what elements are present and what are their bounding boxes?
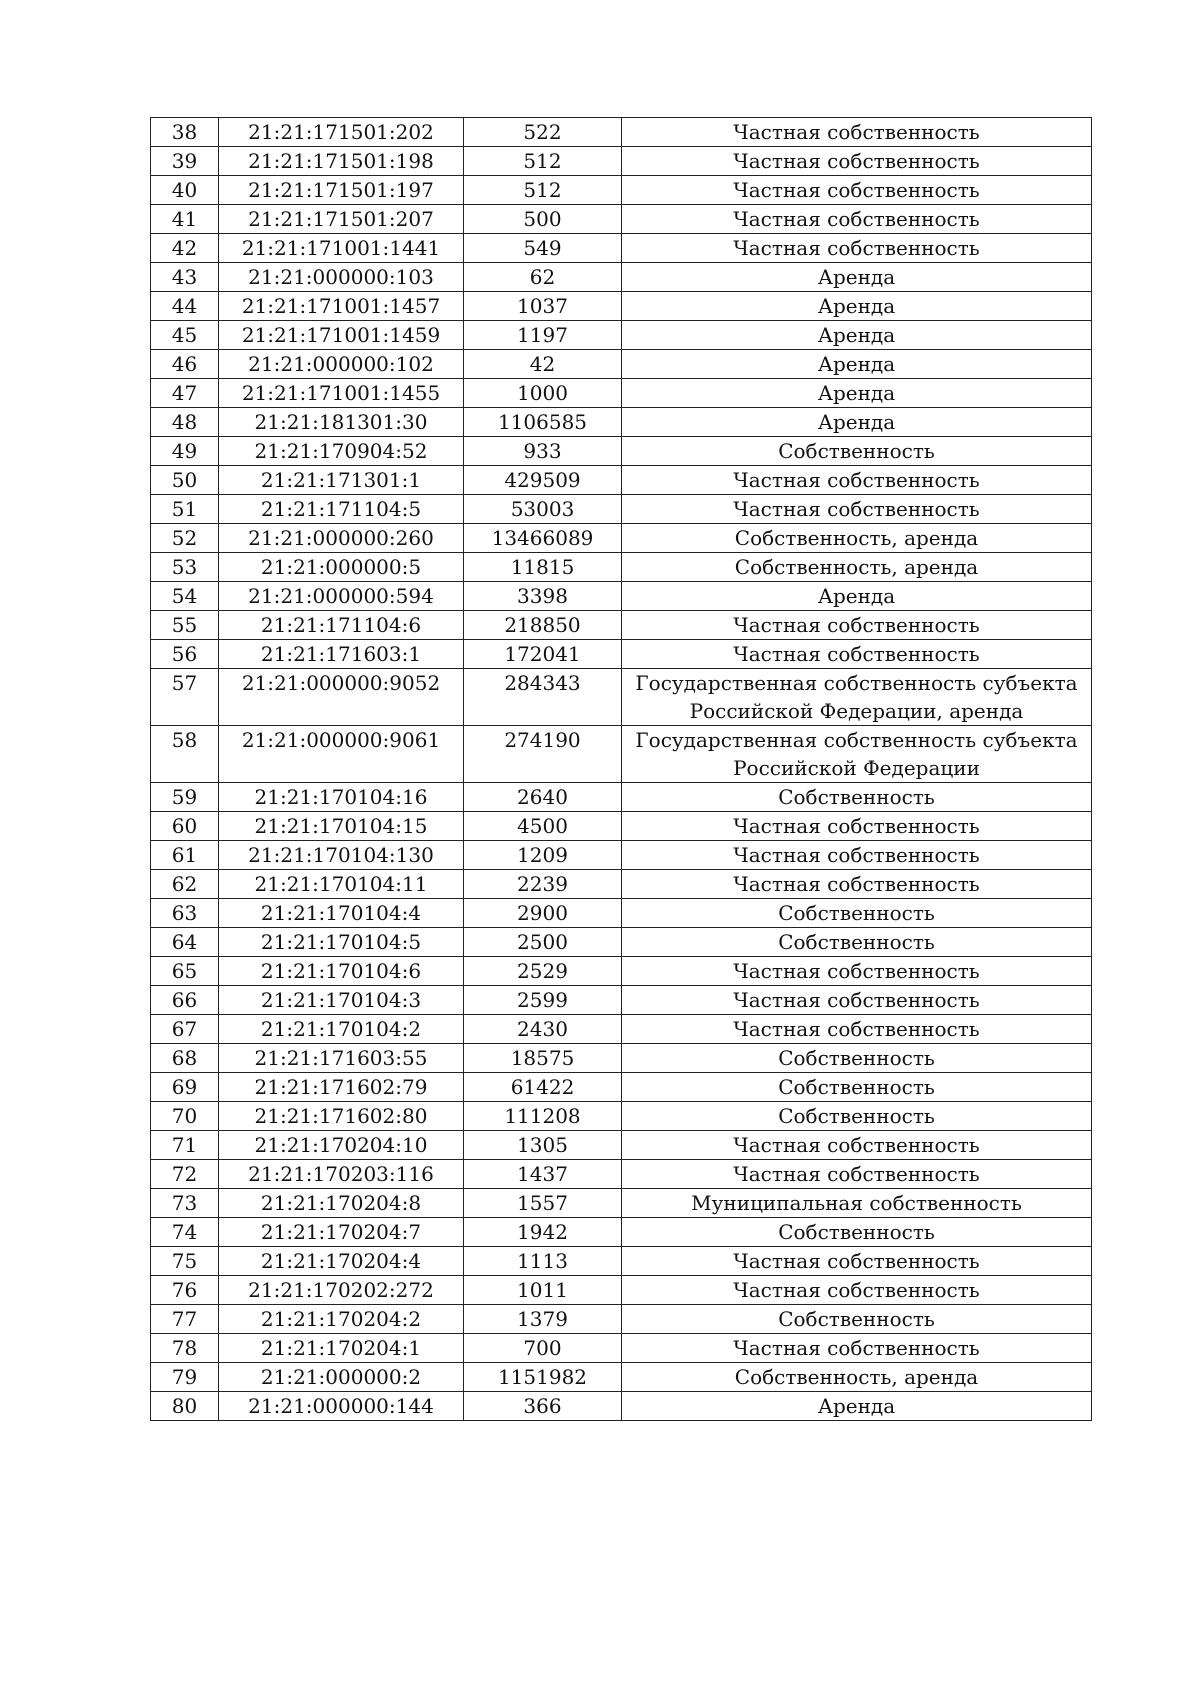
cadastral-number-cell: 21:21:171001:1455 xyxy=(219,379,464,408)
cadastral-number-cell: 21:21:170204:2 xyxy=(219,1305,464,1334)
area-cell: 61422 xyxy=(464,1073,622,1102)
cadastral-number-cell: 21:21:170202:272 xyxy=(219,1276,464,1305)
table-row xyxy=(151,147,1092,176)
cadastral-number-cell: 21:21:171501:197 xyxy=(219,176,464,205)
ownership-cell: Частная собственность xyxy=(622,495,1092,524)
cadastral-number-cell: 21:21:170904:52 xyxy=(219,437,464,466)
table-row xyxy=(151,640,1092,669)
cadastral-number-cell: 21:21:171603:1 xyxy=(219,640,464,669)
ownership-cell: Частная собственность xyxy=(622,234,1092,263)
cadastral-number-cell: 21:21:171501:207 xyxy=(219,205,464,234)
row-number-cell: 73 xyxy=(151,1189,219,1218)
row-number-cell: 58 xyxy=(151,726,219,783)
table-row xyxy=(151,928,1092,957)
area-cell: 62 xyxy=(464,263,622,292)
area-cell: 4500 xyxy=(464,812,622,841)
table-row xyxy=(151,582,1092,611)
cadastral-number-cell: 21:21:000000:9052 xyxy=(219,669,464,726)
ownership-cell: Частная собственность xyxy=(622,611,1092,640)
row-number-cell: 42 xyxy=(151,234,219,263)
table-row xyxy=(151,350,1092,379)
cadastral-number-cell: 21:21:171602:80 xyxy=(219,1102,464,1131)
table-row xyxy=(151,495,1092,524)
area-cell: 2529 xyxy=(464,957,622,986)
row-number-cell: 77 xyxy=(151,1305,219,1334)
ownership-cell: Собственность, аренда xyxy=(622,524,1092,553)
area-cell: 1209 xyxy=(464,841,622,870)
row-number-cell: 43 xyxy=(151,263,219,292)
table-row xyxy=(151,1102,1092,1131)
cadastral-number-cell: 21:21:170204:8 xyxy=(219,1189,464,1218)
table-row xyxy=(151,379,1092,408)
row-number-cell: 70 xyxy=(151,1102,219,1131)
row-number-cell: 53 xyxy=(151,553,219,582)
ownership-cell: Аренда xyxy=(622,582,1092,611)
ownership-cell: Частная собственность xyxy=(622,640,1092,669)
area-cell: 2599 xyxy=(464,986,622,1015)
cadastral-number-cell: 21:21:000000:2 xyxy=(219,1363,464,1392)
cadastral-number-cell: 21:21:171001:1459 xyxy=(219,321,464,350)
ownership-cell: Собственность xyxy=(622,1102,1092,1131)
row-number-cell: 55 xyxy=(151,611,219,640)
ownership-cell: Собственность, аренда xyxy=(622,1363,1092,1392)
ownership-cell: Аренда xyxy=(622,379,1092,408)
table-row xyxy=(151,957,1092,986)
area-cell: 274190 xyxy=(464,726,622,783)
table-row xyxy=(151,1392,1092,1421)
row-number-cell: 47 xyxy=(151,379,219,408)
area-cell: 429509 xyxy=(464,466,622,495)
cadastral-number-cell: 21:21:171602:79 xyxy=(219,1073,464,1102)
area-cell: 500 xyxy=(464,205,622,234)
ownership-cell: Муниципальная собственность xyxy=(622,1189,1092,1218)
ownership-cell: Собственность, аренда xyxy=(622,553,1092,582)
cadastral-number-cell: 21:21:170104:16 xyxy=(219,783,464,812)
row-number-cell: 52 xyxy=(151,524,219,553)
area-cell: 284343 xyxy=(464,669,622,726)
ownership-cell: Частная собственность xyxy=(622,205,1092,234)
cadastral-number-cell: 21:21:000000:5 xyxy=(219,553,464,582)
table-row xyxy=(151,234,1092,263)
table-row xyxy=(151,118,1092,147)
cadastral-number-cell: 21:21:170204:10 xyxy=(219,1131,464,1160)
area-cell: 11815 xyxy=(464,553,622,582)
row-number-cell: 38 xyxy=(151,118,219,147)
ownership-cell: Собственность xyxy=(622,1305,1092,1334)
ownership-cell: Собственность xyxy=(622,1073,1092,1102)
cadastral-number-cell: 21:21:000000:9061 xyxy=(219,726,464,783)
ownership-cell: Частная собственность xyxy=(622,1247,1092,1276)
table-row xyxy=(151,1276,1092,1305)
cadastral-number-cell: 21:21:170104:2 xyxy=(219,1015,464,1044)
ownership-cell: Собственность xyxy=(622,1044,1092,1073)
row-number-cell: 59 xyxy=(151,783,219,812)
row-number-cell: 76 xyxy=(151,1276,219,1305)
ownership-cell: Аренда xyxy=(622,292,1092,321)
area-cell: 549 xyxy=(464,234,622,263)
ownership-cell: Аренда xyxy=(622,350,1092,379)
area-cell: 1379 xyxy=(464,1305,622,1334)
area-cell: 172041 xyxy=(464,640,622,669)
area-cell: 1557 xyxy=(464,1189,622,1218)
area-cell: 1305 xyxy=(464,1131,622,1160)
cadastral-number-cell: 21:21:170204:1 xyxy=(219,1334,464,1363)
row-number-cell: 46 xyxy=(151,350,219,379)
area-cell: 42 xyxy=(464,350,622,379)
row-number-cell: 54 xyxy=(151,582,219,611)
ownership-cell: Аренда xyxy=(622,1392,1092,1421)
row-number-cell: 72 xyxy=(151,1160,219,1189)
ownership-cell: Частная собственность xyxy=(622,957,1092,986)
cadastral-number-cell: 21:21:171104:5 xyxy=(219,495,464,524)
row-number-cell: 49 xyxy=(151,437,219,466)
table-row xyxy=(151,176,1092,205)
area-cell: 1197 xyxy=(464,321,622,350)
row-number-cell: 57 xyxy=(151,669,219,726)
table-row xyxy=(151,1189,1092,1218)
table-row xyxy=(151,669,1092,726)
row-number-cell: 74 xyxy=(151,1218,219,1247)
table-row xyxy=(151,205,1092,234)
ownership-cell: Частная собственность xyxy=(622,1334,1092,1363)
area-cell: 2239 xyxy=(464,870,622,899)
table-row xyxy=(151,408,1092,437)
row-number-cell: 40 xyxy=(151,176,219,205)
area-cell: 1113 xyxy=(464,1247,622,1276)
cadastral-number-cell: 21:21:171501:198 xyxy=(219,147,464,176)
row-number-cell: 45 xyxy=(151,321,219,350)
table-row xyxy=(151,1247,1092,1276)
ownership-cell: Собственность xyxy=(622,928,1092,957)
area-cell: 1037 xyxy=(464,292,622,321)
row-number-cell: 67 xyxy=(151,1015,219,1044)
table-row xyxy=(151,1015,1092,1044)
row-number-cell: 62 xyxy=(151,870,219,899)
cadastral-number-cell: 21:21:000000:144 xyxy=(219,1392,464,1421)
table-row xyxy=(151,899,1092,928)
table-row xyxy=(151,1073,1092,1102)
row-number-cell: 41 xyxy=(151,205,219,234)
table-row xyxy=(151,986,1092,1015)
area-cell: 700 xyxy=(464,1334,622,1363)
area-cell: 512 xyxy=(464,147,622,176)
area-cell: 522 xyxy=(464,118,622,147)
row-number-cell: 50 xyxy=(151,466,219,495)
row-number-cell: 68 xyxy=(151,1044,219,1073)
row-number-cell: 44 xyxy=(151,292,219,321)
ownership-cell: Частная собственность xyxy=(622,1276,1092,1305)
area-cell: 18575 xyxy=(464,1044,622,1073)
area-cell: 933 xyxy=(464,437,622,466)
area-cell: 2430 xyxy=(464,1015,622,1044)
table-row xyxy=(151,1334,1092,1363)
ownership-cell: Частная собственность xyxy=(622,118,1092,147)
area-cell: 2900 xyxy=(464,899,622,928)
ownership-cell: Частная собственность xyxy=(622,870,1092,899)
ownership-cell: Частная собственность xyxy=(622,1131,1092,1160)
row-number-cell: 56 xyxy=(151,640,219,669)
area-cell: 366 xyxy=(464,1392,622,1421)
cadastral-number-cell: 21:21:000000:103 xyxy=(219,263,464,292)
table-row xyxy=(151,321,1092,350)
cadastral-number-cell: 21:21:170204:4 xyxy=(219,1247,464,1276)
row-number-cell: 64 xyxy=(151,928,219,957)
area-cell: 1151982 xyxy=(464,1363,622,1392)
row-number-cell: 48 xyxy=(151,408,219,437)
cadastral-number-cell: 21:21:170204:7 xyxy=(219,1218,464,1247)
cadastral-number-cell: 21:21:000000:260 xyxy=(219,524,464,553)
area-cell: 1000 xyxy=(464,379,622,408)
table-row xyxy=(151,553,1092,582)
cadastral-number-cell: 21:21:170104:3 xyxy=(219,986,464,1015)
ownership-cell: Частная собственность xyxy=(622,466,1092,495)
table-row xyxy=(151,437,1092,466)
table-row xyxy=(151,1363,1092,1392)
cadastral-number-cell: 21:21:170104:5 xyxy=(219,928,464,957)
ownership-cell: Частная собственность xyxy=(622,176,1092,205)
area-cell: 218850 xyxy=(464,611,622,640)
table-row xyxy=(151,1044,1092,1073)
area-cell: 13466089 xyxy=(464,524,622,553)
table-row xyxy=(151,870,1092,899)
area-cell: 1106585 xyxy=(464,408,622,437)
cadastral-number-cell: 21:21:171603:55 xyxy=(219,1044,464,1073)
area-cell: 3398 xyxy=(464,582,622,611)
ownership-cell: Частная собственность xyxy=(622,147,1092,176)
cadastral-number-cell: 21:21:181301:30 xyxy=(219,408,464,437)
ownership-cell: Частная собственность xyxy=(622,841,1092,870)
row-number-cell: 66 xyxy=(151,986,219,1015)
area-cell: 53003 xyxy=(464,495,622,524)
table-body xyxy=(151,118,1092,1421)
table-row xyxy=(151,292,1092,321)
area-cell: 2500 xyxy=(464,928,622,957)
ownership-cell: Частная собственность xyxy=(622,1015,1092,1044)
area-cell: 111208 xyxy=(464,1102,622,1131)
area-cell: 1437 xyxy=(464,1160,622,1189)
row-number-cell: 75 xyxy=(151,1247,219,1276)
table-row xyxy=(151,1131,1092,1160)
ownership-cell: Собственность xyxy=(622,899,1092,928)
table-row xyxy=(151,263,1092,292)
ownership-cell: Собственность xyxy=(622,1218,1092,1247)
cadastral-number-cell: 21:21:171301:1 xyxy=(219,466,464,495)
row-number-cell: 60 xyxy=(151,812,219,841)
ownership-cell: Собственность xyxy=(622,437,1092,466)
area-cell: 512 xyxy=(464,176,622,205)
row-number-cell: 61 xyxy=(151,841,219,870)
cadastral-number-cell: 21:21:000000:102 xyxy=(219,350,464,379)
cadastral-number-cell: 21:21:170104:15 xyxy=(219,812,464,841)
ownership-cell: Аренда xyxy=(622,321,1092,350)
table-row xyxy=(151,783,1092,812)
table-row xyxy=(151,841,1092,870)
land-plot-table xyxy=(150,117,1092,1421)
ownership-cell: Государственная собственность субъекта Российской Федерации xyxy=(622,726,1092,783)
row-number-cell: 65 xyxy=(151,957,219,986)
table-row xyxy=(151,1218,1092,1247)
table-row xyxy=(151,466,1092,495)
cadastral-number-cell: 21:21:171104:6 xyxy=(219,611,464,640)
row-number-cell: 39 xyxy=(151,147,219,176)
ownership-cell: Частная собственность xyxy=(622,812,1092,841)
row-number-cell: 80 xyxy=(151,1392,219,1421)
ownership-cell: Собственность xyxy=(622,783,1092,812)
cadastral-number-cell: 21:21:171001:1441 xyxy=(219,234,464,263)
ownership-cell: Аренда xyxy=(622,263,1092,292)
cadastral-number-cell: 21:21:170104:130 xyxy=(219,841,464,870)
row-number-cell: 51 xyxy=(151,495,219,524)
area-cell: 1942 xyxy=(464,1218,622,1247)
cadastral-number-cell: 21:21:000000:594 xyxy=(219,582,464,611)
ownership-cell: Государственная собственность субъекта Российской Федерации, аренда xyxy=(622,669,1092,726)
cadastral-number-cell: 21:21:170104:4 xyxy=(219,899,464,928)
table-row xyxy=(151,1305,1092,1334)
ownership-cell: Частная собственность xyxy=(622,986,1092,1015)
cadastral-number-cell: 21:21:170203:116 xyxy=(219,1160,464,1189)
table-row xyxy=(151,611,1092,640)
cadastral-number-cell: 21:21:170104:11 xyxy=(219,870,464,899)
row-number-cell: 69 xyxy=(151,1073,219,1102)
cadastral-number-cell: 21:21:171501:202 xyxy=(219,118,464,147)
row-number-cell: 78 xyxy=(151,1334,219,1363)
cadastral-number-cell: 21:21:170104:6 xyxy=(219,957,464,986)
table-row xyxy=(151,1160,1092,1189)
area-cell: 2640 xyxy=(464,783,622,812)
row-number-cell: 71 xyxy=(151,1131,219,1160)
row-number-cell: 63 xyxy=(151,899,219,928)
ownership-cell: Аренда xyxy=(622,408,1092,437)
row-number-cell: 79 xyxy=(151,1363,219,1392)
table-row xyxy=(151,812,1092,841)
ownership-cell: Частная собственность xyxy=(622,1160,1092,1189)
cadastral-number-cell: 21:21:171001:1457 xyxy=(219,292,464,321)
table-row xyxy=(151,524,1092,553)
table-row xyxy=(151,726,1092,783)
area-cell: 1011 xyxy=(464,1276,622,1305)
